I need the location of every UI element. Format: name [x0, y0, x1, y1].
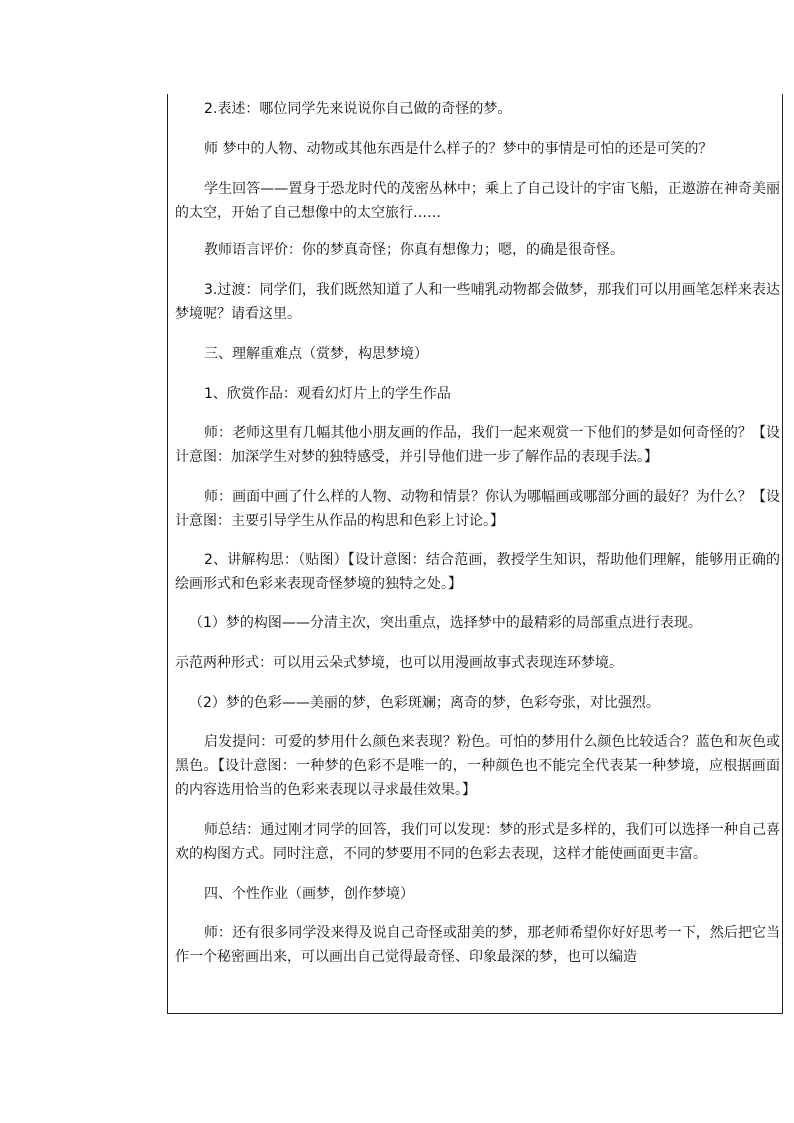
paragraph-composition: （1）梦的构图——分清主次，突出重点，选择梦中的最精彩的局部重点进行表现。 — [189, 615, 702, 631]
paragraph-appreciate-works: 1、欣赏作品：观看幻灯片上的学生作品 — [204, 386, 451, 402]
paragraph-prompt-question: 启发提问：可爱的梦用什么颜色来表现？粉色。可怕的梦用什么颜色比较适合？蓝色和灰色或黑色。【设计意图：一种梦的色彩不是唯一的，一种颜色也不能完全代表某一种梦境，应根据画面的内容选用恰当的色彩来表现以寻求最佳效果。】 — [175, 734, 780, 798]
paragraph-teacher-comment: 教师语言评价：你的梦真奇怪；你真有想像力；嗯，的确是很奇怪。 — [204, 242, 624, 258]
section-heading-3: 三、理解重难点（赏梦，构思梦境） — [204, 346, 428, 362]
paragraph-teacher-summary: 师总结：通过刚才同学的回答，我们可以发现：梦的形式是多样的，我们可以选择一种自己喜欢的构图方式。同时注意，不同的梦要用不同的色彩去表现，这样才能使画面更丰富。 — [175, 822, 780, 862]
lesson-plan-content — [175, 97, 780, 969]
paragraph-student-answer: 学生回答——置身于恐龙时代的茂密丛林中；乘上了自己设计的宇宙飞船，正遨游在神奇美丽的太空，开始了自己想像中的太空旅行…… — [175, 181, 780, 221]
paragraph-teacher-intro: 师：老师这里有几幅其他小朋友画的作品，我们一起来观赏一下他们的梦是如何奇怪的？【设计意图：加深学生对梦的独特感受，并引导他们进一步了解作品的表现手法。】 — [175, 425, 780, 465]
paragraph-transition: 3.过渡：同学们，我们既然知道了人和一些哺乳动物都会做梦，那我们可以用画笔怎样来表达梦境呢？请看这里。 — [175, 282, 780, 322]
paragraph-teacher-discuss: 师：画面中画了什么样的人物、动物和情景？你认为哪幅画或哪部分画的最好？为什么？【设计意图：主要引导学生从作品的构思和色彩上讨论。】 — [175, 489, 780, 529]
paragraph-narration: 2.表述：哪位同学先来说说你自己做的奇怪的梦。 — [204, 101, 512, 117]
paragraph-demo-forms: 示范两种形式：可以用云朵式梦境，也可以用漫画故事式表现连环梦境。 — [175, 655, 623, 671]
paragraph-color: （2）梦的色彩——美丽的梦，色彩斑斓；离奇的梦，色彩夸张，对比强烈。 — [189, 695, 660, 711]
paragraph-homework: 师：还有很多同学没来得及说自己奇怪或甜美的梦，那老师希望你好好思考一下，然后把它当作一个秘密画出来，可以画出自己觉得最奇怪、印象最深的梦，也可以编造 — [175, 925, 780, 965]
paragraph-explain-concept: 2、讲解构思：（贴图）【设计意图：结合范画，教授学生知识，帮助他们理解，能够用正确的绘画形式和色彩来表现奇怪梦境的独特之处。】 — [175, 552, 780, 592]
section-heading-4: 四、个性作业（画梦，创作梦境） — [204, 886, 414, 902]
paragraph-teacher-question: 师 梦中的人物、动物或其他东西是什么样子的？梦中的事情是可怕的还是可笑的？ — [204, 141, 713, 157]
